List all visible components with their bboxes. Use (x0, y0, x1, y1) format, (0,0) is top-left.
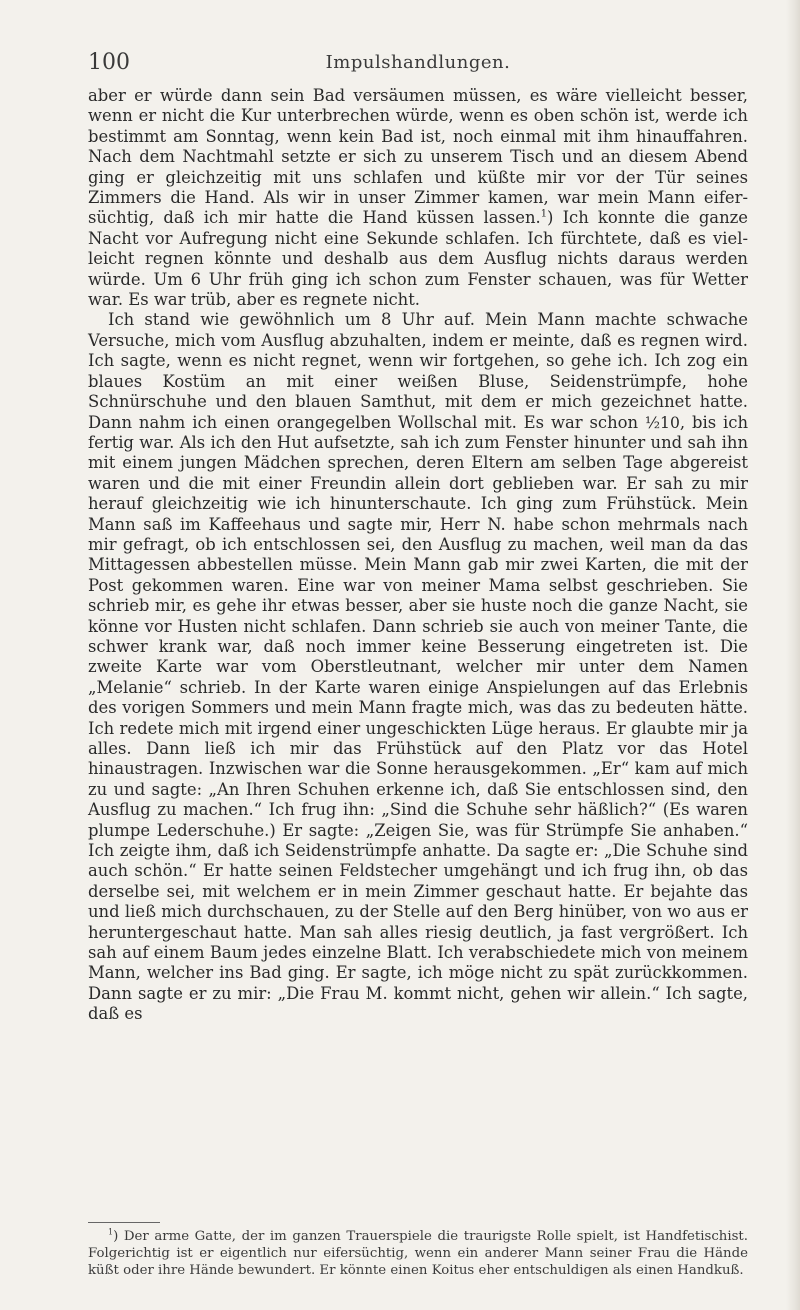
footnote-text: ) Der arme Gatte, der im ganzen Trauerspiele die traurigste Rolle spielt, ist Handfetischist. Folgerichtig ist er eigentlich nur eifersüchtig, wenn ein anderer Mann seiner Frau die Hände küßt oder ihre Hände bewundert. Er könnte einen Koitus eher entschuldigen als einen Handkuß. (88, 1229, 748, 1278)
text-run: Ich stand wie gewöhnlich um 8 Uhr auf. Mein Mann machte schwache Versuche, mich vom Ausflug abzuhalten, indem er meinte, daß es regnen wird. Ich sagte, wenn es nicht regnet, wenn wir fortgehen, so gehe ich. Ich zog ein blaues Kostüm an mit einer weißen Bluse, Seidenstrümpfe, hohe Schnürschuhe und den blauen Samthut, mit dem er mich gezeichnet hatte. Dann nahm ich einen orangegelben Wollschal mit. Es war schon (88, 310, 748, 432)
body-paragraph (88, 86, 748, 310)
body-text (88, 86, 748, 1025)
footnote-marker: 1 (108, 1227, 114, 1237)
running-title: Impulshandlungen. (325, 52, 511, 73)
footnote-reference: 1 (540, 208, 548, 220)
page-edge-shadow (786, 0, 800, 1310)
footnote-rule (88, 1222, 160, 1223)
text-run: ) Ich konnte die ganze Nacht vor Aufregung nicht eine Sekunde schlafen. Ich fürchtete, daß es vielleicht regnen könnte und deshalb aus dem Ausflug nichts daraus werden würde. Um 6 Uhr früh ging ich schon zum Fenster schauen, was für Wetter war. Es war trüb, aber es regnete nicht. (88, 208, 748, 310)
page-number: 100 (88, 50, 130, 75)
text-run: , bis ich fertig war. Als ich den Hut aufsetzte, sah ich zum Fenster hinunter und sah ihn mit einem jungen Mädchen sprechen, deren Eltern am selben Tage abgereist waren und die mit einer Freundin allein dort geblieben war. Er sah zu mir herauf gleichzeitig wie ich hinunterschaute. Ich ging zum Frühstück. Mein Mann saß im Kaffeehaus und sagte mir, Herr N. habe schon mehrmals nach mir gefragt, ob ich entschlossen sei, den Ausflug zu machen, weil man da das Mittagessen abbestellen müsse. Mein Mann gab mir zwei Karten, die mit der Post gekommen waren. Eine war von meiner Mama selbst geschrieben. Sie schrieb mir, es gehe ihr etwas besser, aber sie huste noch die ganze Nacht, sie könne vor Husten nicht schlafen. Dann schrieb sie auch von meiner Tante, die schwer krank war, daß noch immer keine Besserung eingetreten ist. Die zweite Karte war vom Oberstleutnant, welcher mir unter dem Namen „Melanie“ schrieb. In der Karte waren einige Anspielungen auf das Erlebnis des vorigen Sommers und mein Mann fragte mich, was das zu bedeuten hätte. Ich redete mich mit irgend einer ungeschickten Lüge heraus. Er glaubte mir ja alles. Dann ließ ich mir das Frühstück auf den Platz vor das Hotel hinaustragen. Inzwischen war die Sonne herausgekommen. „Er“ kam auf mich zu und sagte: „An Ihren Schuhen erkenne ich, daß Sie entschlossen sind, den Ausflug zu machen.“ Ich frug ihn: „Sind die Schuhe sehr häßlich?“ (Es waren plumpe Lederschuhe.) Er sagte: „Zeigen Sie, was für Strümpfe Sie anhaben.“ Ich zeigte ihm, daß ich Seidenstrümpfe anhatte. Da sagte er: „Die Schuhe sind auch schön.“ Er hatte seinen Feldstecher umgehängt und ich frug ihn, ob das derselbe sei, mit welchem er in mein Zimmer geschaut hatte. Er bejahte das und ließ mich durchschauen, zu der Stelle auf den Berg hinüber, von wo aus er heruntergeschaut hatte. Man sah alles riesig deutlich, ja fast vergrößert. Ich sah auf einem Baum jedes einzelne Blatt. Ich verabschiedete mich von meinem Mann, welcher ins Bad ging. Er sagte, ich möge nicht zu spät zurückkommen. Dann sagte er zu mir: „Die Frau M. kommt nicht, gehen wir allein.“ Ich sagte, daß es (88, 412, 748, 1024)
body-paragraph (88, 310, 748, 1024)
page-header (88, 50, 748, 80)
text-run: aber er würde dann sein Bad versäumen müssen, es wäre vielleicht besser, wenn er nicht die Kur unterbrechen würde, wenn es oben schön ist, werde ich bestimmt am Sonntag, wenn kein Bad ist, noch einmal mit ihm hinauffahren. Nach dem Nachtmahl setzte er sich zu unserem Tisch und an diesem Abend ging er gleichzeitig mit uns schlafen und küßte mir vor der Tür seines Zimmers die Hand. Als wir in unser Zimmer kamen, war mein Mann eifersüchtig, daß ich mir hatte die Hand küssen lassen. (88, 86, 748, 228)
footnote (88, 1228, 748, 1279)
time-fraction: ½10 (644, 413, 680, 432)
